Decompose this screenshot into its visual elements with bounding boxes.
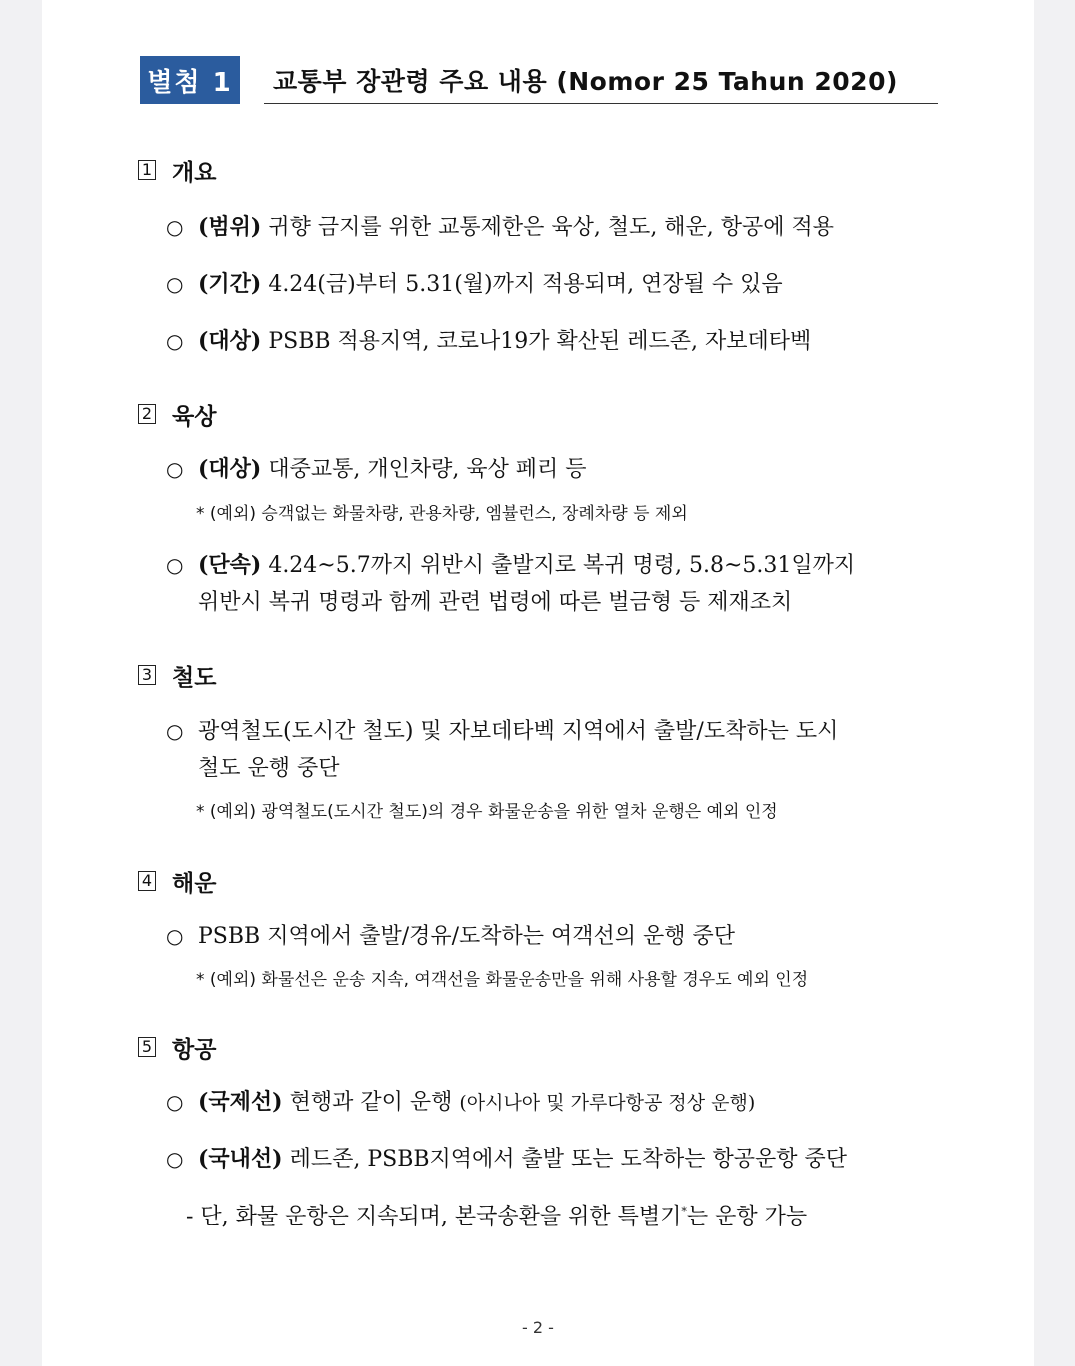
section-number: 5 (138, 1037, 156, 1057)
attachment-badge: 별첨 1 (140, 56, 240, 104)
circle-bullet-icon: ○ (166, 719, 184, 743)
section-2-heading (138, 399, 216, 429)
item-text: PSBB 지역에서 출발/경유/도착하는 여객선의 운행 중단 (198, 924, 736, 949)
item-continuation: 위반시 복귀 명령과 함께 관련 법령에 따른 벌금형 등 제재조치 (198, 590, 793, 615)
section-number: 2 (138, 404, 156, 424)
section-title: 개요 (172, 159, 217, 186)
footnote-mark: * (681, 1205, 687, 1218)
section-5-heading (138, 1032, 216, 1062)
circle-bullet-icon: ○ (166, 272, 184, 296)
circle-bullet-icon: ○ (166, 1090, 184, 1114)
circle-bullet-icon: ○ (166, 553, 184, 577)
item-text: 귀향 금지를 위한 교통제한은 육상, 철도, 해운, 항공에 적용 (261, 215, 835, 240)
item-text: PSBB 적용지역, 코로나19가 확산된 레드존, 자보데타벡 (261, 329, 812, 354)
page-number: - 2 - (522, 1318, 554, 1337)
exception-note: * (예외) 화물선은 운송 지속, 여객선을 화물운송만을 위해 사용할 경우도 예외 인정 (196, 970, 809, 990)
section-title: 철도 (172, 664, 217, 691)
section-title: 해운 (172, 870, 217, 897)
item-tag: (범위) (198, 214, 262, 240)
section-title: 항공 (172, 1036, 217, 1063)
page-title: 교통부 장관령 주요 내용 (Nomor 25 Tahun 2020) (273, 67, 898, 96)
item-tag: (단속) (198, 552, 262, 578)
item-tag: (대상) (198, 456, 262, 482)
dash-subitem (186, 1193, 807, 1235)
title-underline (264, 103, 938, 104)
section-number: 3 (138, 665, 156, 685)
item-tag: (국제선) (198, 1089, 283, 1115)
circle-bullet-icon: ○ (166, 457, 184, 481)
circle-bullet-icon: ○ (166, 329, 184, 353)
circle-bullet-icon: ○ (166, 215, 184, 239)
section-title: 육상 (172, 403, 217, 430)
section-3-heading (138, 660, 216, 690)
dash-text-end: 는 운항 가능 (686, 1204, 808, 1230)
section-number: 4 (138, 871, 156, 891)
exception-note: * (예외) 승객없는 화물차량, 관용차량, 엠뷸런스, 장례차량 등 제외 (196, 504, 688, 524)
exception-note: * (예외) 광역철도(도시간 철도)의 경우 화물운송을 위한 열차 운행은 예외 인정 (196, 802, 778, 822)
item-text: 4.24(금)부터 5.31(월)까지 적용되며, 연장될 수 있음 (261, 272, 783, 297)
circle-bullet-icon: ○ (166, 924, 184, 948)
title-bar (140, 56, 940, 106)
circle-bullet-icon: ○ (166, 1147, 184, 1171)
item-text: 광역철도(도시간 철도) 및 자보데타벡 지역에서 출발/도착하는 도시 (198, 719, 839, 744)
item-text: 대중교통, 개인차량, 육상 페리 등 (261, 457, 587, 482)
section-1-heading (138, 155, 216, 185)
item-text: 4.24~5.7까지 위반시 출발지로 복귀 명령, 5.8~5.31일까지 (261, 553, 856, 578)
item-text: 레드존, PSBB지역에서 출발 또는 도착하는 항공운항 중단 (282, 1147, 848, 1172)
item-tag: (기간) (198, 271, 262, 297)
section-number: 1 (138, 160, 156, 180)
section-4-heading (138, 866, 216, 896)
item-tag: (대상) (198, 328, 262, 354)
item-tag: (국내선) (198, 1146, 283, 1172)
item-continuation: 철도 운행 중단 (198, 756, 340, 781)
dash-text: - 단, 화물 운항은 지속되며, 본국송환을 위한 특별기 (186, 1204, 682, 1230)
item-note: (아시나아 및 가루다항공 정상 운행) (459, 1092, 756, 1114)
document-page (42, 0, 1034, 1366)
item-text: 현행과 같이 운행 (282, 1090, 460, 1115)
